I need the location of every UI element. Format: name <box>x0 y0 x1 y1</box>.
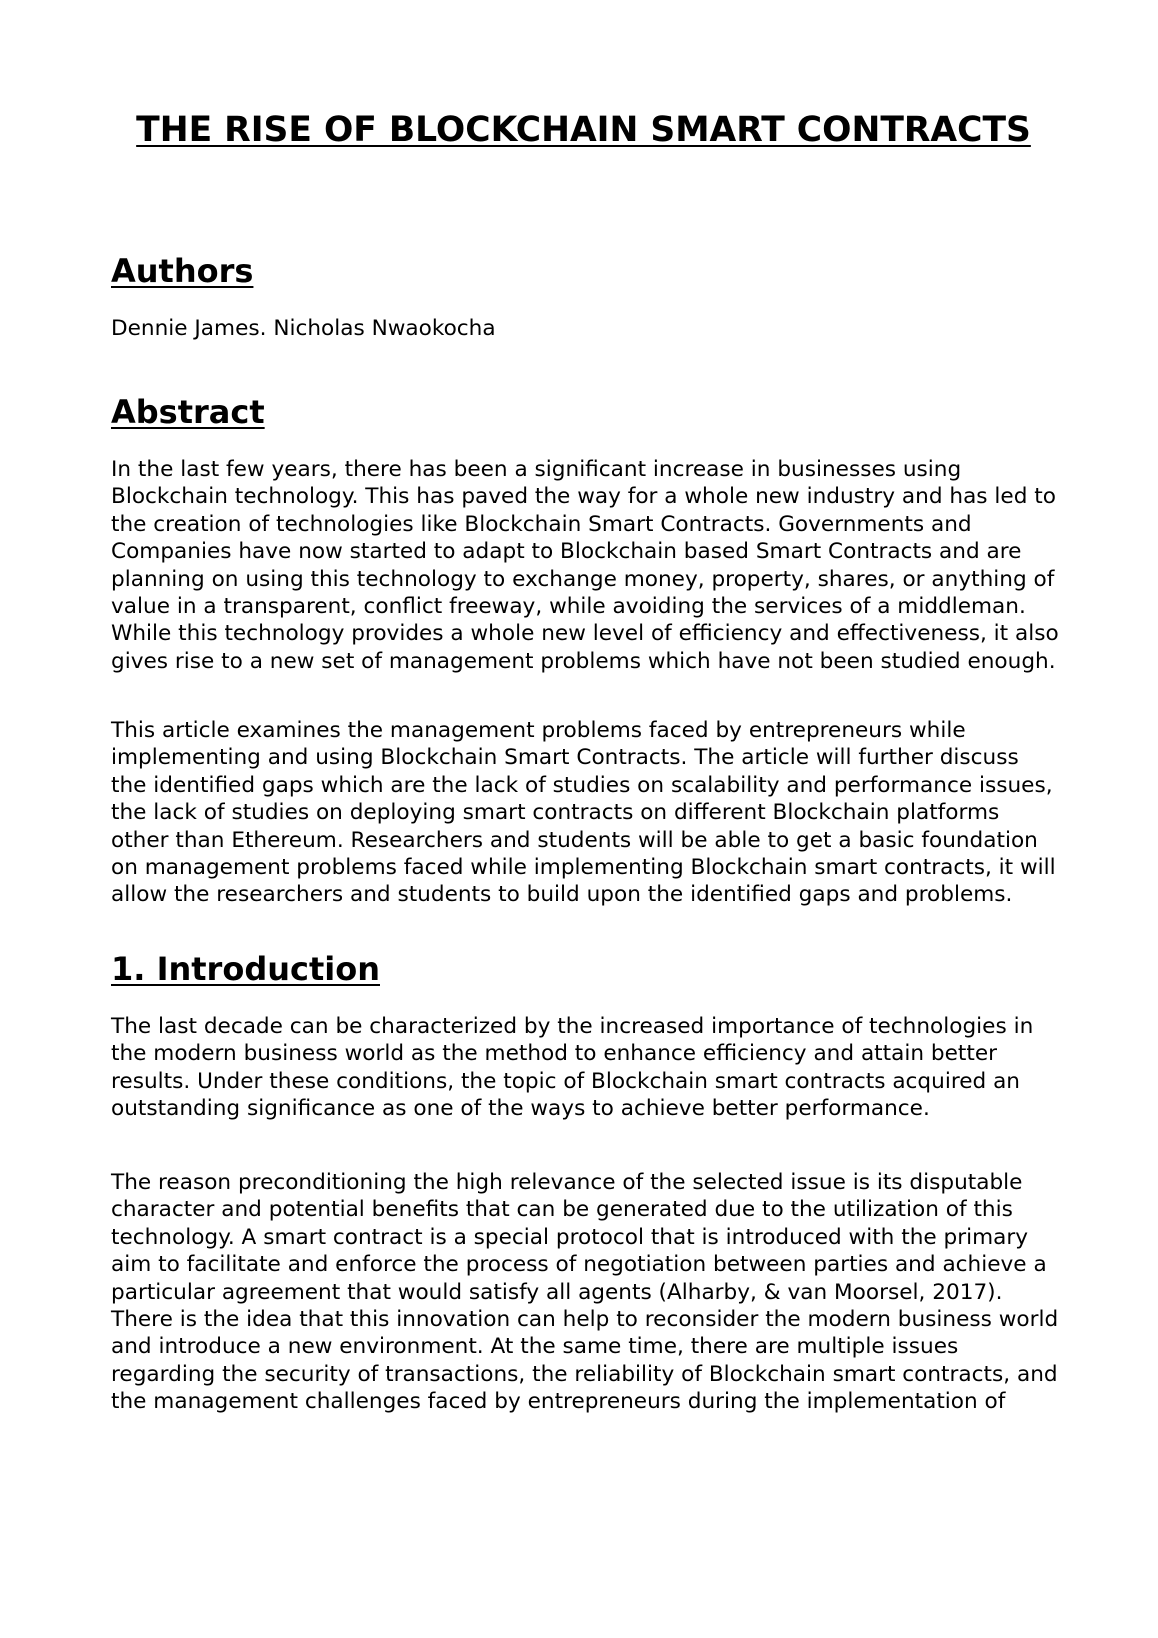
abstract-paragraph-2: This article examines the management problems faced by entrepreneurs while implementing and using Blockchain Smart Contracts. The article will further discuss the identified gaps which are the lack of studies on scalability and performance issues, the lack of studies on deploying smart contracts on different Blockchain platforms other than Ethereum. Researchers and students will be able to get a basic foundation on management problems faced while implementing Blockchain smart contracts, it will allow the researchers and students to build upon the identified gaps and problems. <box>111 718 1056 908</box>
authors-heading: Authors <box>111 252 254 290</box>
authors-names: Dennie James. Nicholas Nwaokocha <box>111 316 496 341</box>
introduction-paragraph-2: The reason preconditioning the high relevance of the selected issue is its disputable character and potential benefits that can be generated due to the utilization of this technology. A smart contract is a special protocol that is introduced with the primary aim to facilitate and enforce the process of negotiation between parties and achieve a particular agreement that would satisfy all agents (Alharby, & van Moorsel, 2017). There is the idea that this innovation can help to reconsider the modern business world and introduce a new environment. At the same time, there are multiple issues regarding the security of transactions, the reliability of Blockchain smart contracts, and the management challenges faced by entrepreneurs during the implementation of <box>111 1170 1059 1415</box>
introduction-paragraph-1: The last decade can be characterized by the increased importance of technologies in the modern business world as the method to enhance efficiency and attain better results. Under these conditions, the topic of Blockchain smart contracts acquired an outstanding significance as one of the ways to achieve better performance. <box>111 1014 1034 1122</box>
introduction-heading: 1. Introduction <box>111 950 380 988</box>
abstract-heading: Abstract <box>111 393 265 431</box>
document-title: THE RISE OF BLOCKCHAIN SMART CONTRACTS <box>136 110 1031 150</box>
abstract-paragraph-1: In the last few years, there has been a significant increase in businesses using Blockchain technology. This has paved the way for a whole new industry and has led to the creation of technologies like Blockchain Smart Contracts. Governments and Companies have now started to adapt to Blockchain based Smart Contracts and are planning on using this technology to exchange money, property, shares, or anything of value in a transparent, conflict freeway, while avoiding the services of a middleman. While this technology provides a whole new level of efficiency and effectiveness, it also gives rise to a new set of management problems which have not been studied enough. <box>111 457 1059 674</box>
